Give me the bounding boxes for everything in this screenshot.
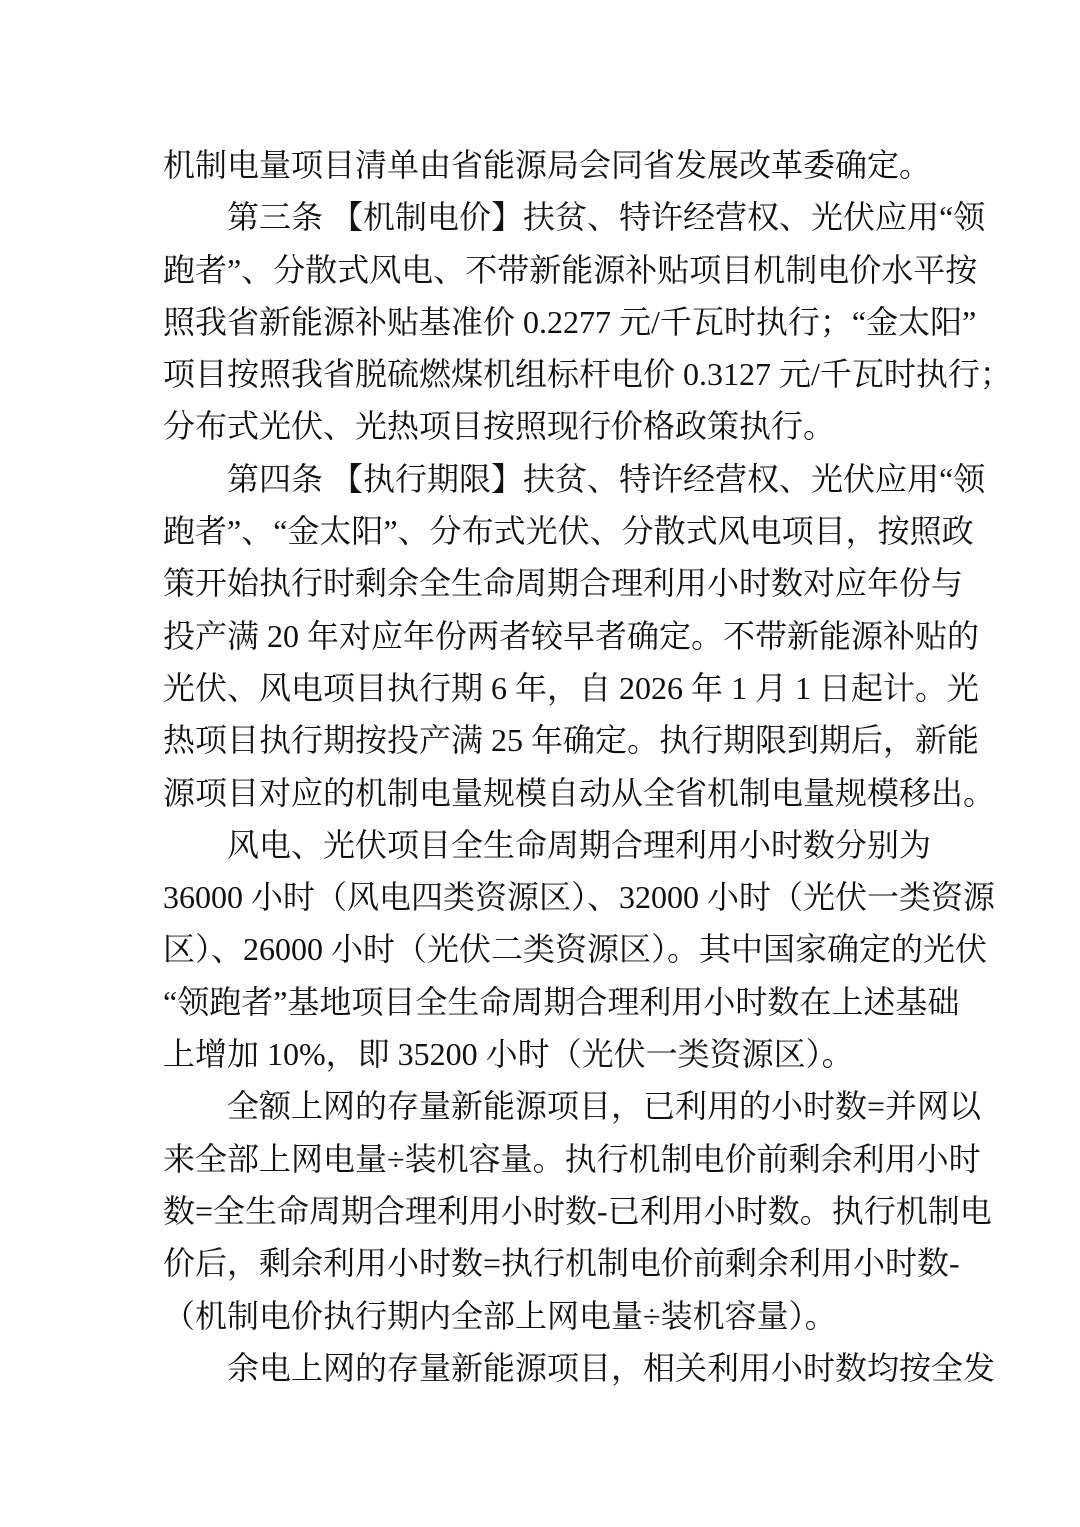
- text-line: 照我省新能源补贴基准价 0.2277 元/千瓦时执行；“金太阳”: [163, 303, 977, 340]
- text-line: 风电、光伏项目全生命周期合理利用小时数分别为: [227, 826, 932, 863]
- text-line: “领跑者”基地项目全生命周期合理利用小时数在上述基础: [163, 983, 960, 1020]
- text-line: 项目按照我省脱硫燃煤机组标杆电价 0.3127 元/千瓦时执行；: [163, 356, 1012, 393]
- text-line: 来全部上网电量÷装机容量。执行机制电价前剩余利用小时: [163, 1140, 981, 1177]
- text-line: 区）、26000 小时（光伏二类资源区）。其中国家确定的光伏: [163, 931, 988, 968]
- text-line: 余电上网的存量新能源项目，相关利用小时数均按全发: [227, 1349, 996, 1386]
- text-line: 第四条 【执行期限】扶贫、特许经营权、光伏应用“领: [227, 460, 986, 497]
- text-line: 跑者”、分散式风电、不带新能源补贴项目机制电价水平按: [163, 251, 978, 288]
- text-line: 投产满 20 年对应年份两者较早者确定。不带新能源补贴的: [163, 617, 980, 654]
- text-line: 第三条 【机制电价】扶贫、特许经营权、光伏应用“领: [227, 199, 986, 236]
- text-line: 热项目执行期按投产满 25 年确定。执行期限到期后，新能: [163, 722, 980, 759]
- text-line: （机制电价执行期内全部上网电量÷装机容量）。: [163, 1297, 837, 1334]
- text-line: 策开始执行时剩余全生命周期合理利用小时数对应年份与: [163, 565, 964, 602]
- text-line: 光伏、风电项目执行期 6 年，自 2026 年 1 月 1 日起计。光: [163, 669, 980, 706]
- text-line: 分布式光伏、光热项目按照现行价格政策执行。: [163, 408, 836, 445]
- text-line: 数=全生命周期合理利用小时数-已利用小时数。执行机制电: [163, 1192, 992, 1229]
- text-line: 源项目对应的机制电量规模自动从全省机制电量规模移出。: [163, 774, 996, 811]
- text-line: 36000 小时（风电四类资源区）、32000 小时（光伏一类资源: [163, 879, 996, 916]
- text-line: 上增加 10%，即 35200 小时（光伏一类资源区）。: [163, 1036, 854, 1073]
- text-line: 跑者”、“金太阳”、分布式光伏、分散式风电项目，按照政: [163, 513, 974, 550]
- text-line: 机制电量项目清单由省能源局会同省发展改革委确定。: [163, 147, 932, 183]
- document-body: [163, 139, 1012, 1394]
- text-line: 价后，剩余利用小时数=执行机制电价前剩余利用小时数-: [163, 1245, 960, 1282]
- text-line: 全额上网的存量新能源项目，已利用的小时数=并网以: [227, 1088, 982, 1125]
